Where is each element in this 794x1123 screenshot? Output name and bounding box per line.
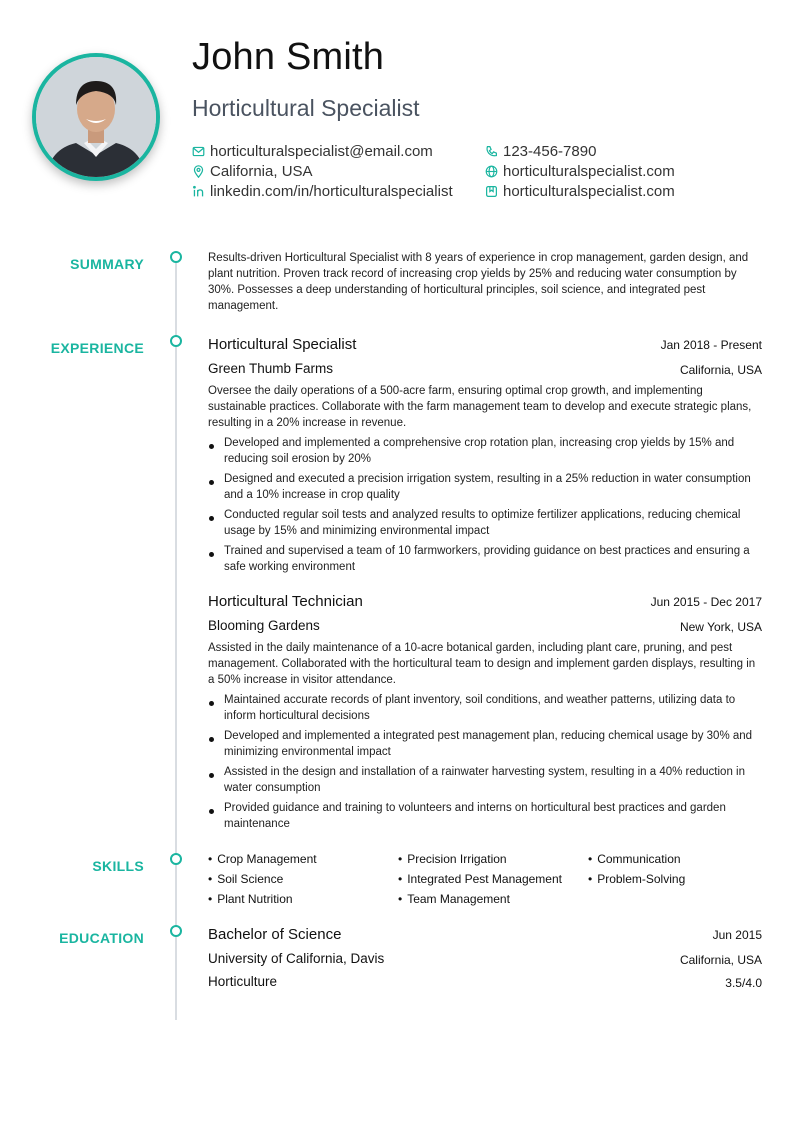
skill-item: • Soil Science [208, 872, 283, 886]
contact-portfolio[interactable] [485, 183, 675, 200]
job-title: Horticultural Technician [208, 593, 363, 610]
skill-item: • Plant Nutrition [208, 892, 293, 906]
list-item: Developed and implemented a comprehensive crop rotation plan, increasing crop yields by 15% and reducing soil erosion by 20% [208, 435, 764, 467]
contact-email[interactable] [192, 143, 433, 160]
job-bullets [208, 435, 764, 579]
job-bullets [208, 692, 764, 836]
job-company: Green Thumb Farms [208, 361, 334, 376]
education-school: University of California, Davis [208, 951, 385, 966]
education-degree: Bachelor of Science [208, 926, 342, 943]
skill-item: • Crop Management [208, 852, 317, 866]
skill-item: • Team Management [398, 892, 510, 906]
bookmark-icon [485, 185, 498, 198]
contact-website-text: horticulturalspecialist.com [503, 163, 675, 180]
envelope-icon [192, 145, 205, 158]
contact-email-text: horticulturalspecialist@email.com [210, 143, 433, 160]
job-date: Jan 2018 - Present [660, 338, 762, 352]
profile-photo [32, 53, 160, 181]
contact-location [192, 163, 313, 180]
section-label-experience: EXPERIENCE [50, 340, 144, 356]
job-description: Assisted in the daily maintenance of a 10-acre botanical garden, including plant care, pruning, and pest management. Collaborated with the horticultural team to design and implement garden displays, resulting in a 50% increase in visitor attendance. [208, 642, 756, 686]
job-location: New York, USA [679, 620, 762, 634]
skill-item: • Precision Irrigation [398, 852, 507, 866]
contact-location-text: California, USA [210, 163, 313, 180]
list-item: Provided guidance and training to volunteers and interns on horticultural best practices and garden maintenance [208, 800, 764, 832]
education-date: Jun 2015 [712, 928, 762, 942]
education-location: California, USA [679, 953, 762, 967]
list-item: Assisted in the design and installation of a rainwater harvesting system, resulting in a 40% reduction in water consumption [208, 764, 764, 796]
list-item: Maintained accurate records of plant inventory, soil conditions, and weather patterns, utilizing data to inform horticultural decisions [208, 692, 764, 724]
contact-linkedin[interactable] [192, 183, 453, 200]
timeline-dot-summary [170, 251, 182, 263]
contact-portfolio-text: horticulturalspecialist.com [503, 183, 675, 200]
candidate-title: Horticultural Specialist [192, 95, 420, 121]
job-company: Blooming Gardens [208, 618, 320, 633]
section-label-skills: SKILLS [92, 858, 144, 874]
skill-item: • Integrated Pest Management [398, 872, 562, 886]
summary-text: Results-driven Horticultural Specialist with 8 years of experience in crop management, garden design, and plant nutrition. Proven track record of increasing crop yields by 25% and reducing water consumption by 30%. Possesses a deep understanding of horticultural principles, soil science, and integrated pest management. [208, 252, 749, 312]
avatar-illustration [36, 57, 156, 177]
contact-phone-text: 123-456-7890 [503, 143, 597, 160]
map-pin-icon [192, 165, 205, 178]
timeline-dot-experience [170, 335, 182, 347]
globe-icon [485, 165, 498, 178]
list-item: Trained and supervised a team of 10 farmworkers, providing guidance on best practices and ensuring a safe working environment [208, 543, 764, 575]
skill-item: • Communication [588, 852, 681, 866]
contact-linkedin-text: linkedin.com/in/horticulturalspecialist [210, 183, 453, 200]
contact-website[interactable] [485, 163, 675, 180]
phone-icon [485, 145, 498, 158]
candidate-name: John Smith [192, 36, 385, 78]
job-location: California, USA [679, 363, 762, 377]
list-item: Developed and implemented a integrated pest management plan, reducing chemical usage by 30% and minimizing environmental impact [208, 728, 764, 760]
timeline-line [175, 256, 177, 1020]
job-date: Jun 2015 - Dec 2017 [650, 595, 762, 609]
list-item: Designed and executed a precision irrigation system, resulting in a 25% reduction in water consumption and a 10% increase in crop quality [208, 471, 764, 503]
timeline-dot-education [170, 925, 182, 937]
education-gpa: 3.5/4.0 [725, 976, 762, 990]
section-label-summary: SUMMARY [70, 256, 144, 272]
timeline-dot-skills [170, 853, 182, 865]
education-field: Horticulture [208, 974, 278, 989]
list-item: Conducted regular soil tests and analyzed results to optimize fertilizer applications, reducing chemical usage by 15% and minimizing environmental impact [208, 507, 764, 539]
skill-item: • Problem-Solving [588, 872, 685, 886]
job-title: Horticultural Specialist [208, 336, 357, 353]
linkedin-icon [192, 185, 205, 198]
contact-phone[interactable] [485, 143, 596, 160]
section-label-education: EDUCATION [59, 930, 144, 946]
job-description: Oversee the daily operations of a 500-acre farm, ensuring optimal crop growth, and implementing sustainable practices. Collaborate with the farm management team to develop and execute strategic plans, resulting in a 20% increase in revenue. [208, 385, 752, 429]
